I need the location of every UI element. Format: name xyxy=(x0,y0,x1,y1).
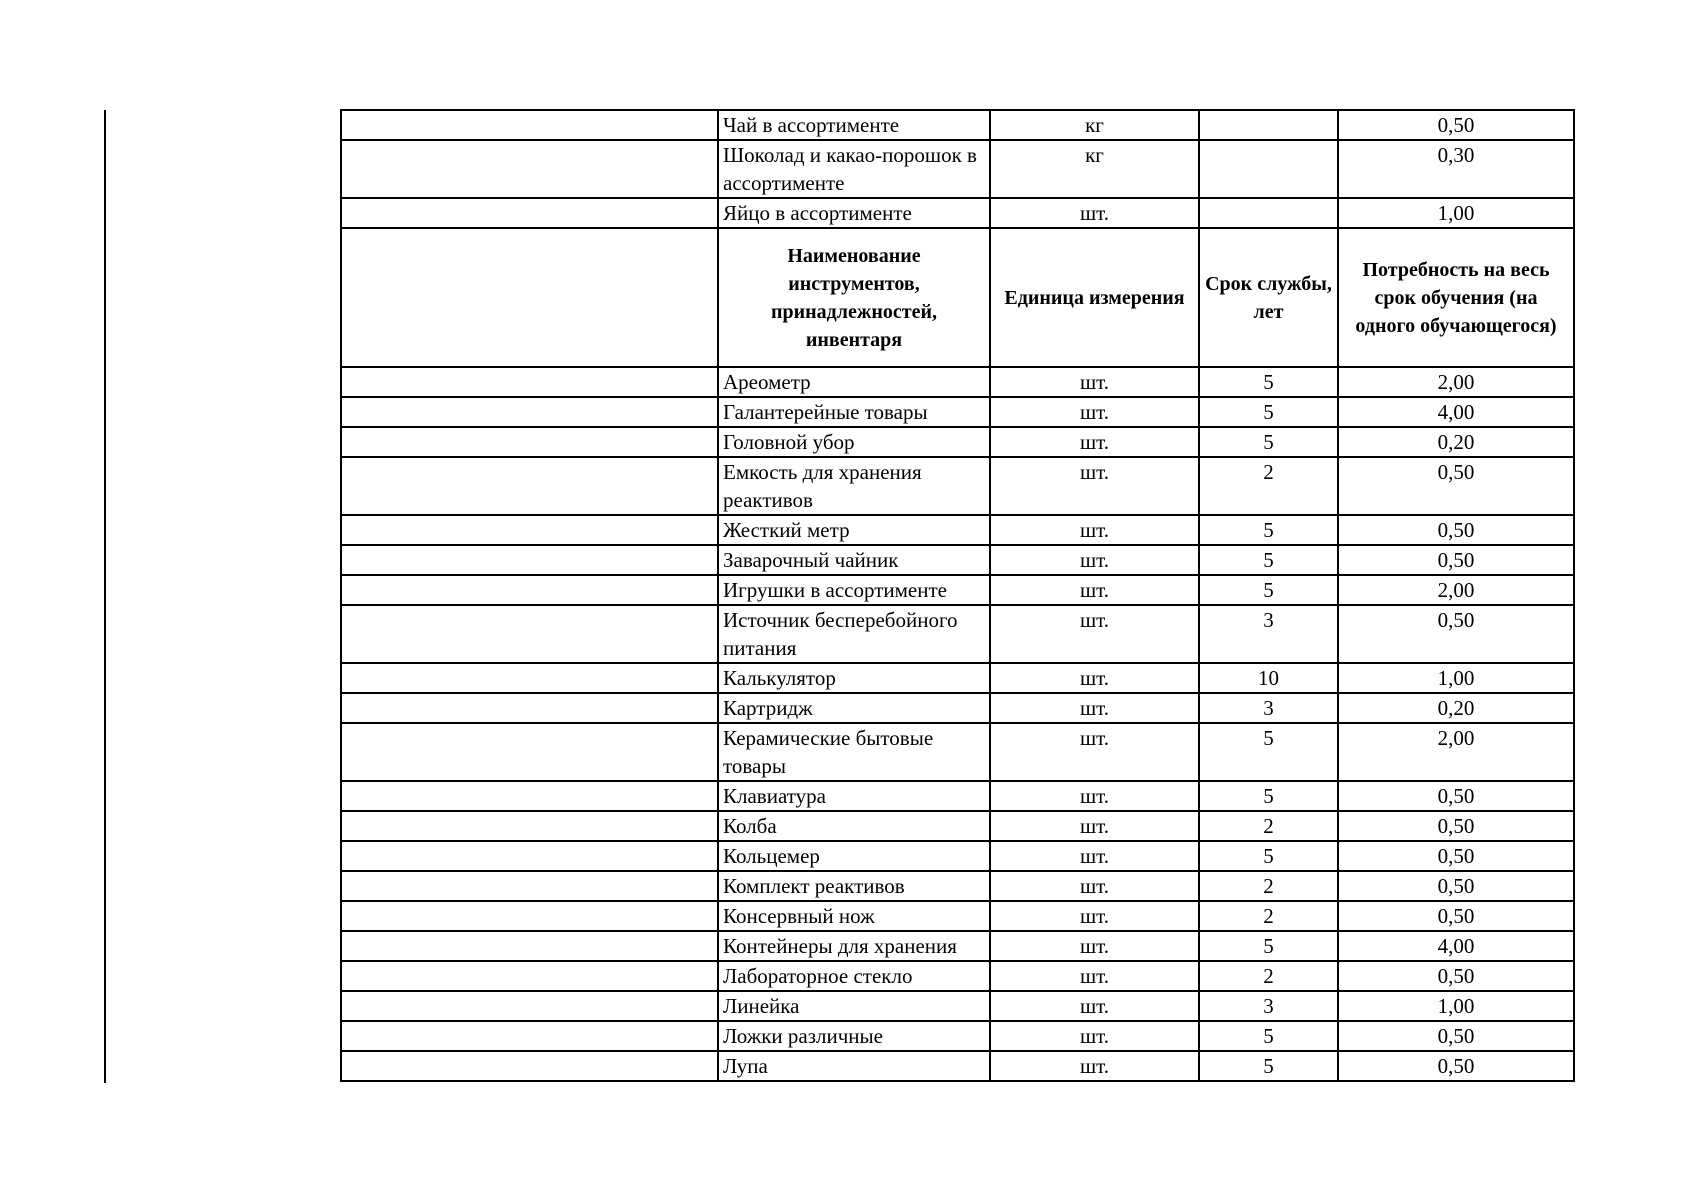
need-cell: 0,50 xyxy=(1338,457,1574,515)
table-row xyxy=(341,110,1574,140)
item-name-cell: Заварочный чайник xyxy=(718,545,990,575)
term-cell: 5 xyxy=(1199,841,1338,871)
empty-cell xyxy=(341,901,718,931)
need-cell: 4,00 xyxy=(1338,931,1574,961)
table-row xyxy=(341,901,1574,931)
table-row xyxy=(341,931,1574,961)
item-name-cell: Шоколад и какао-порошок в ассортименте xyxy=(718,140,990,198)
empty-cell xyxy=(341,140,718,198)
unit-cell: шт. xyxy=(990,575,1199,605)
unit-cell: шт. xyxy=(990,427,1199,457)
table-row xyxy=(341,515,1574,545)
empty-cell xyxy=(341,457,718,515)
need-cell: 0,50 xyxy=(1338,811,1574,841)
item-name-cell: Игрушки в ассортименте xyxy=(718,575,990,605)
need-cell: 0,50 xyxy=(1338,1021,1574,1051)
unit-cell: шт. xyxy=(990,841,1199,871)
need-cell: 0,50 xyxy=(1338,961,1574,991)
need-cell: 0,50 xyxy=(1338,110,1574,140)
term-cell xyxy=(1199,140,1338,198)
item-name-cell: Лупа xyxy=(718,1051,990,1081)
term-cell: 5 xyxy=(1199,1021,1338,1051)
table-row xyxy=(341,723,1574,781)
unit-cell: шт. xyxy=(990,871,1199,901)
unit-cell: шт. xyxy=(990,991,1199,1021)
item-name-cell: Кольцемер xyxy=(718,841,990,871)
table-row xyxy=(341,457,1574,515)
empty-cell xyxy=(341,1051,718,1081)
need-cell: 0,50 xyxy=(1338,545,1574,575)
need-cell: 4,00 xyxy=(1338,397,1574,427)
need-cell: 0,50 xyxy=(1338,1051,1574,1081)
table-row xyxy=(341,605,1574,663)
item-name-cell: Консервный нож xyxy=(718,901,990,931)
term-cell: 5 xyxy=(1199,545,1338,575)
item-name-cell: Ложки различные xyxy=(718,1021,990,1051)
term-cell: 2 xyxy=(1199,901,1338,931)
unit-cell: шт. xyxy=(990,457,1199,515)
need-cell: 0,30 xyxy=(1338,140,1574,198)
item-name-cell: Ареометр xyxy=(718,367,990,397)
table-row xyxy=(341,991,1574,1021)
term-cell: 3 xyxy=(1199,693,1338,723)
table-row xyxy=(341,811,1574,841)
empty-cell xyxy=(341,811,718,841)
unit-cell: шт. xyxy=(990,397,1199,427)
item-name-cell: Чай в ассортименте xyxy=(718,110,990,140)
page-left-rule xyxy=(104,110,106,1083)
item-name-cell: Жесткий метр xyxy=(718,515,990,545)
table-row xyxy=(341,781,1574,811)
need-cell: 0,20 xyxy=(1338,693,1574,723)
table-row xyxy=(341,961,1574,991)
need-cell: 1,00 xyxy=(1338,991,1574,1021)
unit-cell: шт. xyxy=(990,1051,1199,1081)
unit-cell: кг xyxy=(990,140,1199,198)
empty-cell xyxy=(341,605,718,663)
empty-cell xyxy=(341,228,718,367)
item-name-cell: Клавиатура xyxy=(718,781,990,811)
table-row xyxy=(341,198,1574,228)
term-cell: 5 xyxy=(1199,1051,1338,1081)
table-row xyxy=(341,140,1574,198)
unit-cell: кг xyxy=(990,110,1199,140)
item-name-cell: Комплект реактивов xyxy=(718,871,990,901)
empty-cell xyxy=(341,663,718,693)
empty-cell xyxy=(341,723,718,781)
unit-cell: шт. xyxy=(990,931,1199,961)
header-name: Наименование инструментов, принадлежностей, инвентаря xyxy=(718,228,990,367)
empty-cell xyxy=(341,1021,718,1051)
item-name-cell: Емкость для хранения реактивов xyxy=(718,457,990,515)
unit-cell: шт. xyxy=(990,663,1199,693)
unit-cell: шт. xyxy=(990,605,1199,663)
unit-cell: шт. xyxy=(990,1021,1199,1051)
table-row xyxy=(341,367,1574,397)
table-row xyxy=(341,575,1574,605)
table-row xyxy=(341,545,1574,575)
need-cell: 1,00 xyxy=(1338,198,1574,228)
term-cell: 5 xyxy=(1199,781,1338,811)
header-unit: Единица измерения xyxy=(990,228,1199,367)
empty-cell xyxy=(341,931,718,961)
header-need: Потребность на весь срок обучения (на одного обучающегося) xyxy=(1338,228,1574,367)
unit-cell: шт. xyxy=(990,901,1199,931)
empty-cell xyxy=(341,961,718,991)
need-cell: 2,00 xyxy=(1338,723,1574,781)
item-name-cell: Линейка xyxy=(718,991,990,1021)
empty-cell xyxy=(341,575,718,605)
empty-cell xyxy=(341,367,718,397)
term-cell: 5 xyxy=(1199,575,1338,605)
term-cell: 10 xyxy=(1199,663,1338,693)
table-row xyxy=(341,1051,1574,1081)
term-cell: 2 xyxy=(1199,457,1338,515)
need-cell: 1,00 xyxy=(1338,663,1574,693)
term-cell: 5 xyxy=(1199,427,1338,457)
empty-cell xyxy=(341,871,718,901)
table-row xyxy=(341,663,1574,693)
term-cell: 5 xyxy=(1199,367,1338,397)
need-cell: 2,00 xyxy=(1338,367,1574,397)
term-cell: 2 xyxy=(1199,961,1338,991)
empty-cell xyxy=(341,515,718,545)
term-cell: 5 xyxy=(1199,931,1338,961)
empty-cell xyxy=(341,427,718,457)
item-name-cell: Головной убор xyxy=(718,427,990,457)
unit-cell: шт. xyxy=(990,367,1199,397)
term-cell: 3 xyxy=(1199,605,1338,663)
table-row xyxy=(341,1021,1574,1051)
table-row xyxy=(341,871,1574,901)
item-name-cell: Керамические бытовые товары xyxy=(718,723,990,781)
need-cell: 0,20 xyxy=(1338,427,1574,457)
term-cell: 5 xyxy=(1199,515,1338,545)
unit-cell: шт. xyxy=(990,515,1199,545)
need-cell: 2,00 xyxy=(1338,575,1574,605)
item-name-cell: Калькулятор xyxy=(718,663,990,693)
empty-cell xyxy=(341,693,718,723)
term-cell: 2 xyxy=(1199,871,1338,901)
table-row xyxy=(341,397,1574,427)
unit-cell: шт. xyxy=(990,545,1199,575)
term-cell: 3 xyxy=(1199,991,1338,1021)
term-cell: 5 xyxy=(1199,397,1338,427)
equipment-table xyxy=(340,109,1575,1082)
empty-cell xyxy=(341,198,718,228)
table-header-row xyxy=(341,228,1574,367)
unit-cell: шт. xyxy=(990,198,1199,228)
item-name-cell: Лабораторное стекло xyxy=(718,961,990,991)
empty-cell xyxy=(341,397,718,427)
item-name-cell: Картридж xyxy=(718,693,990,723)
item-name-cell: Контейнеры для хранения xyxy=(718,931,990,961)
empty-cell xyxy=(341,545,718,575)
empty-cell xyxy=(341,110,718,140)
unit-cell: шт. xyxy=(990,693,1199,723)
need-cell: 0,50 xyxy=(1338,605,1574,663)
table-row xyxy=(341,693,1574,723)
term-cell xyxy=(1199,110,1338,140)
term-cell: 5 xyxy=(1199,723,1338,781)
unit-cell: шт. xyxy=(990,811,1199,841)
item-name-cell: Источник бесперебойного питания xyxy=(718,605,990,663)
item-name-cell: Колба xyxy=(718,811,990,841)
need-cell: 0,50 xyxy=(1338,871,1574,901)
need-cell: 0,50 xyxy=(1338,781,1574,811)
need-cell: 0,50 xyxy=(1338,841,1574,871)
unit-cell: шт. xyxy=(990,961,1199,991)
header-term: Срок службы, лет xyxy=(1199,228,1338,367)
item-rows xyxy=(341,367,1574,1081)
table-row xyxy=(341,841,1574,871)
table-row xyxy=(341,427,1574,457)
need-cell: 0,50 xyxy=(1338,515,1574,545)
item-name-cell: Яйцо в ассортименте xyxy=(718,198,990,228)
term-cell: 2 xyxy=(1199,811,1338,841)
item-name-cell: Галантерейные товары xyxy=(718,397,990,427)
need-cell: 0,50 xyxy=(1338,901,1574,931)
term-cell xyxy=(1199,198,1338,228)
empty-cell xyxy=(341,841,718,871)
empty-cell xyxy=(341,991,718,1021)
empty-cell xyxy=(341,781,718,811)
unit-cell: шт. xyxy=(990,723,1199,781)
unit-cell: шт. xyxy=(990,781,1199,811)
